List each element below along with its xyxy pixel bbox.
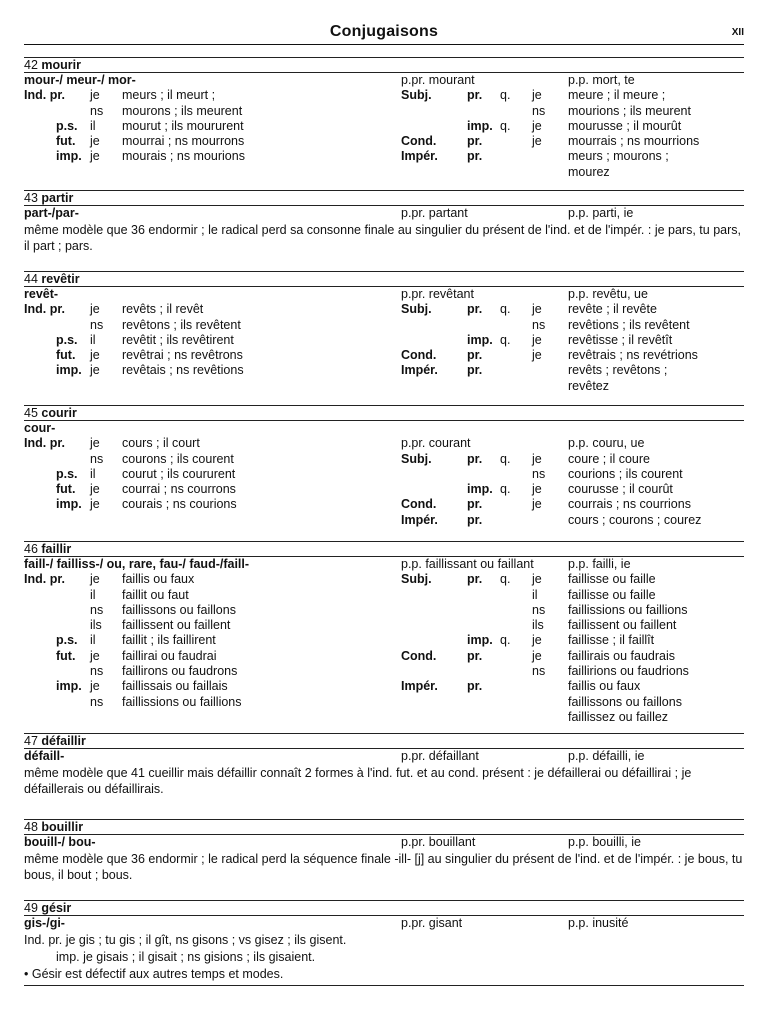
cell-form: revêtit ; ils revêtirent [122,332,234,347]
conjugation-line [24,557,744,572]
cell-tense2: pr. [467,648,483,663]
verb-heading [24,900,744,916]
conjugation-line [24,835,744,850]
cell-form: faillissent ou faillent [122,618,231,633]
cell-form: mourut ; ils moururent [122,118,244,133]
cell-form: mourrai ; ns mourrons [122,134,245,149]
cell-tense2: pr. [467,348,483,363]
verb-name: partir [41,191,74,205]
cell-form2: revêtisse ; il revêtît [568,332,673,347]
conjugation-line [24,603,744,618]
cell-tense2: imp. [467,482,493,497]
cell-pron: je [90,648,100,663]
cell-tense: défaill- [24,749,65,763]
cell-form2: faillissions ou faillions [568,602,688,617]
cell-form2: faillissons ou faillons [568,694,682,709]
cell-form: revêtons ; ils revêtent [122,317,241,332]
conjugation-rows [24,557,744,725]
cell-pron: ns [90,694,104,709]
conjugation-rows [24,73,744,180]
cell-mood: Cond. [401,348,437,363]
cell-form2: revêtrais ; ns revétrions [568,348,698,363]
cell-form: mourons ; ils meurent [122,103,243,118]
cell-pron2: je [532,633,542,648]
cell-form: faillit ; ils faillirent [122,633,216,648]
cell-q: q. [500,88,511,103]
conjugation-line [24,363,744,378]
verb-name: courir [41,406,77,420]
cell-tense: fut. [56,348,76,363]
cell-q: q. [500,302,511,317]
cell-form: faillirai ou faudrai [122,648,217,663]
conjugation-rows [24,287,744,394]
cell-form2: meure ; il meure ; [568,88,666,103]
verb-name: bouillir [41,820,84,834]
cell-form2: meurs ; mourons ; [568,149,669,164]
conjugation-line [24,749,744,764]
cell-pron2: je [532,332,542,347]
cell-form2: p.p. inusité [568,916,629,930]
cell-pron: ns [90,317,104,332]
verb-number: 47 [24,734,38,748]
cell-form: cours ; il court [122,436,200,451]
conjugation-line [24,497,744,512]
cell-pron: je [90,302,100,317]
cell-tense2: pr. [467,149,483,164]
verb-name: faillir [41,542,72,556]
cell-form2: p.p. revêtu, ue [568,287,648,301]
conjugation-line [24,149,744,164]
cell-tense2: pr. [467,88,483,103]
verb-number: 46 [24,542,38,556]
cell-form2: faillissez ou faillez [568,709,669,724]
cell-form: revêtrai ; ns revêtrons [122,348,243,363]
cell-tense2: pr. [467,572,483,587]
cell-mood: Subj. [401,451,432,466]
conjugation-rows [24,206,744,221]
conjugation-line [24,302,744,317]
cell-form2: mourez [568,164,610,179]
cell-form2: coure ; il coure [568,451,650,466]
cell-q: q. [500,482,511,497]
conjugation-line [24,104,744,119]
cell-form2: faillis ou faux [568,679,641,694]
cell-tense: p.s. [56,466,78,481]
conjugation-line [24,379,744,394]
page-number: XII [731,27,744,38]
conjugation-line [24,467,744,482]
cell-tense: fut. [56,648,76,663]
cell-pron2: ns [532,602,546,617]
conjugation-line [24,679,744,694]
cell-tense: gis-/gi- [24,916,65,930]
cell-q: q. [500,118,511,133]
cell-form2: revêtez [568,378,609,393]
cell-form: faillit ou faut [122,587,189,602]
cell-mood: Impér. [401,679,438,694]
cell-tense2: pr. [467,302,483,317]
cell-tense2: pr. [467,679,483,694]
cell-pron: je [90,497,100,512]
cell-pron: je [90,149,100,164]
verb-remark: • Gésir est défectif aux autres temps et modes. [24,967,284,982]
cell-pron: il [90,332,96,347]
cell-pron2: je [532,88,542,103]
cell-form: mourais ; ns mourions [122,149,245,164]
cell-pron2: je [532,302,542,317]
cell-form2: p.p. défailli, ie [568,749,645,763]
conjugation-extra: Ind. pr. je gis ; tu gis ; il gît, ns gisons ; vs gisez ; ils gisent. [24,933,347,948]
conjugation-rows [24,835,744,850]
verb-name: mourir [41,58,81,72]
cell-form: faillissais ou faillais [122,679,228,694]
cell-form: courrai ; ns courrons [122,482,236,497]
conjugation-line [24,695,744,710]
verb-table-42 [24,57,744,180]
cell-form: courais ; ns courions [122,497,237,512]
cell-form2: p.p. couru, ue [568,436,645,451]
conjugation-line [24,649,744,664]
cell-mood: Cond. [401,497,437,512]
conjugation-line [24,572,744,587]
conjugation-line [24,633,744,648]
cell-mood: Subj. [401,572,432,587]
cell-mood: Cond. [401,134,437,149]
conjugation-line [24,73,744,88]
conjugation-line [24,333,744,348]
cell-tense: cour- [24,421,56,435]
cell-pron: ns [90,451,104,466]
cell-form2: courrais ; ns courrions [568,497,691,512]
cell-ppr: p.pr. revêtant [401,287,474,301]
verb-table-44 [24,271,744,394]
cell-pron: je [90,348,100,363]
cell-form: faillissions ou faillions [122,694,242,709]
verb-table-47 [24,733,744,797]
cell-form: faillissons ou faillons [122,602,236,617]
conjugation-line [24,318,744,333]
verb-table-48 [24,819,744,883]
verb-name: défaillir [41,734,86,748]
cell-pron2: je [532,497,542,512]
cell-q: q. [500,633,511,648]
cell-tense: fut. [56,482,76,497]
cell-form2: faillirions ou faudrions [568,664,689,679]
cell-tense: part-/par- [24,206,79,220]
cell-ppr: p.pr. gisant [401,916,463,930]
conjugation-line [24,618,744,633]
verb-heading [24,57,744,73]
cell-pron: je [90,363,100,378]
verb-name: revêtir [41,272,80,286]
cell-form2: faillisse ou faille [568,587,656,602]
cell-ppr: p.pr. mourant [401,73,475,87]
cell-pron: je [90,572,100,587]
cell-tense: bouill-/ bou- [24,835,96,849]
conjugation-line [24,664,744,679]
cell-tense: imp. [56,679,82,694]
cell-form: faillis ou faux [122,572,195,587]
cell-form2: p.p. parti, ie [568,206,634,220]
cell-form2: faillisse ; il faillît [568,633,655,648]
conjugation-line [24,88,744,103]
cell-q: q. [500,332,511,347]
verb-number: 48 [24,820,38,834]
cell-tense: imp. [56,497,82,512]
verb-heading [24,541,744,557]
verb-heading [24,819,744,835]
cell-pron2: je [532,118,542,133]
cell-pron2: je [532,451,542,466]
cell-tense2: imp. [467,332,493,347]
cell-form: meurs ; il meurt ; [122,88,216,103]
cell-pron2: ns [532,317,546,332]
cell-tense: Ind. pr. [24,302,65,317]
conjugation-line [24,916,744,931]
cell-q: q. [500,572,511,587]
conjugation-line [24,421,744,436]
cell-tense: imp. [56,363,82,378]
cell-form: courut ; ils coururent [122,466,236,481]
conjugation-extra: imp. je gisais ; il gisait ; ns gisions ; ils gisaient. [56,950,316,965]
cell-tense2: imp. [467,633,493,648]
cell-form2: mourusse ; il mourût [568,118,682,133]
verb-name: gésir [41,901,72,915]
cell-tense: p.s. [56,332,78,347]
conjugation-line [24,513,744,528]
cell-form2: revête ; il revête [568,302,657,317]
conjugation-line [24,588,744,603]
cell-tense: mour-/ meur-/ mor- [24,73,136,87]
cell-pron: ns [90,602,104,617]
conjugation-line [24,287,744,302]
page-title: Conjugaisons [329,23,439,40]
cell-form2: p.p. bouilli, ie [568,835,641,849]
cell-tense2: pr. [467,451,483,466]
verb-table-43 [24,190,744,254]
cell-tense2: pr. [467,497,483,512]
cell-form: revêtais ; ns revêtions [122,363,244,378]
section-rule [24,985,744,986]
cell-tense2: pr. [467,134,483,149]
cell-q: q. [500,451,511,466]
conjugation-line [24,436,744,451]
cell-pron2: ns [532,466,546,481]
conjugation-line [24,206,744,221]
cell-pron: ns [90,103,104,118]
cell-tense2: imp. [467,118,493,133]
cell-mood: Impér. [401,149,438,164]
cell-pron: il [90,587,96,602]
cell-pron: ils [90,618,102,633]
verb-heading [24,405,744,421]
verb-heading [24,190,744,206]
cell-form2: revêtions ; ils revêtent [568,317,690,332]
cell-tense: fut. [56,134,76,149]
cell-mood: Subj. [401,88,432,103]
cell-form2: mourrais ; ns mourrions [568,134,700,149]
cell-form2: faillissent ou faillent [568,618,677,633]
cell-form2: courions ; ils courent [568,466,683,481]
conjugation-line [24,119,744,134]
cell-tense: Ind. pr. [24,88,65,103]
cell-pron: je [90,679,100,694]
cell-form2: revêts ; revêtons ; [568,363,668,378]
cell-pron2: je [532,572,542,587]
page-header [24,22,744,45]
verb-table-45 [24,405,744,528]
cell-form2: courusse ; il courût [568,482,673,497]
conjugation-line [24,134,744,149]
cell-form2: faillisse ou faille [568,572,656,587]
cell-pron2: je [532,348,542,363]
verb-heading [24,271,744,287]
cell-mood: Impér. [401,512,438,527]
verb-table-46 [24,541,744,725]
verb-note: même modèle que 36 endormir ; le radical perd la séquence finale -ill- [j] au singulier du présent de l'ind. et de l'impér. : je bous, tu bous, il bout ; bous. [24,852,743,883]
cell-pron: il [90,466,96,481]
cell-form2: faillirais ou faudrais [568,648,675,663]
cell-tense: Ind. pr. [24,572,65,587]
cell-pron2: ils [532,618,544,633]
verb-number: 42 [24,58,38,72]
cell-ppr: p.pr. défaillant [401,749,479,763]
cell-form: revêts ; il revêt [122,302,204,317]
verb-note: même modèle que 41 cueillir mais défaillir connaît 2 formes à l'ind. fut. et au cond. présent : je défaillerai ou défaillirai ; je défaillerais ou défaillirais. [24,766,692,797]
verb-table-49 [24,900,744,986]
cell-ppr: p.pr. courant [401,436,471,451]
cell-tense2: pr. [467,363,483,378]
conjugation-line [24,452,744,467]
conjugation-rows [24,421,744,528]
cell-form2: mourions ; ils meurent [568,103,691,118]
cell-tense: faill-/ failliss-/ ou, rare, fau-/ faud-/faill- [24,557,250,571]
cell-pron: je [90,134,100,149]
cell-pron: je [90,482,100,497]
cell-pron: il [90,118,96,133]
cell-mood: Subj. [401,302,432,317]
verb-number: 49 [24,901,38,915]
cell-ppr: p.pr. partant [401,206,468,220]
cell-mood: Impér. [401,363,438,378]
cell-pron2: je [532,482,542,497]
cell-ppr: p.pr. bouillant [401,835,476,849]
cell-tense: p.s. [56,118,78,133]
conjugation-line [24,710,744,725]
cell-pron2: il [532,587,538,602]
cell-tense: Ind. pr. [24,436,65,451]
conjugation-rows [24,749,744,764]
conjugation-line [24,165,744,180]
conjugation-line [24,482,744,497]
cell-pron: ns [90,664,104,679]
cell-pron2: je [532,648,542,663]
cell-pron: je [90,88,100,103]
cell-pron2: ns [532,103,546,118]
verb-heading [24,733,744,749]
cell-form: courons ; ils courent [122,451,234,466]
cell-tense2: pr. [467,512,483,527]
cell-tense: imp. [56,149,82,164]
cell-pron2: je [532,134,542,149]
cell-ppr: p.p. faillissant ou faillant [401,557,534,571]
cell-pron2: ns [532,664,546,679]
cell-mood: Cond. [401,648,437,663]
cell-form2: cours ; courons ; courez [568,512,702,527]
verb-number: 44 [24,272,38,286]
verb-note: même modèle que 36 endormir ; le radical perd sa consonne finale au singulier du présent de l'ind. et de l'impér. : je pars, tu pars, il part ; pars. [24,223,741,254]
cell-form2: p.p. failli, ie [568,557,631,571]
verb-number: 45 [24,406,38,420]
cell-tense: revêt- [24,287,59,301]
cell-form: faillirons ou faudrons [122,664,238,679]
conjugation-rows [24,916,744,931]
conjugation-line [24,348,744,363]
verb-number: 43 [24,191,38,205]
cell-pron: je [90,436,100,451]
cell-pron: il [90,633,96,648]
cell-form2: p.p. mort, te [568,73,635,87]
cell-tense: p.s. [56,633,78,648]
